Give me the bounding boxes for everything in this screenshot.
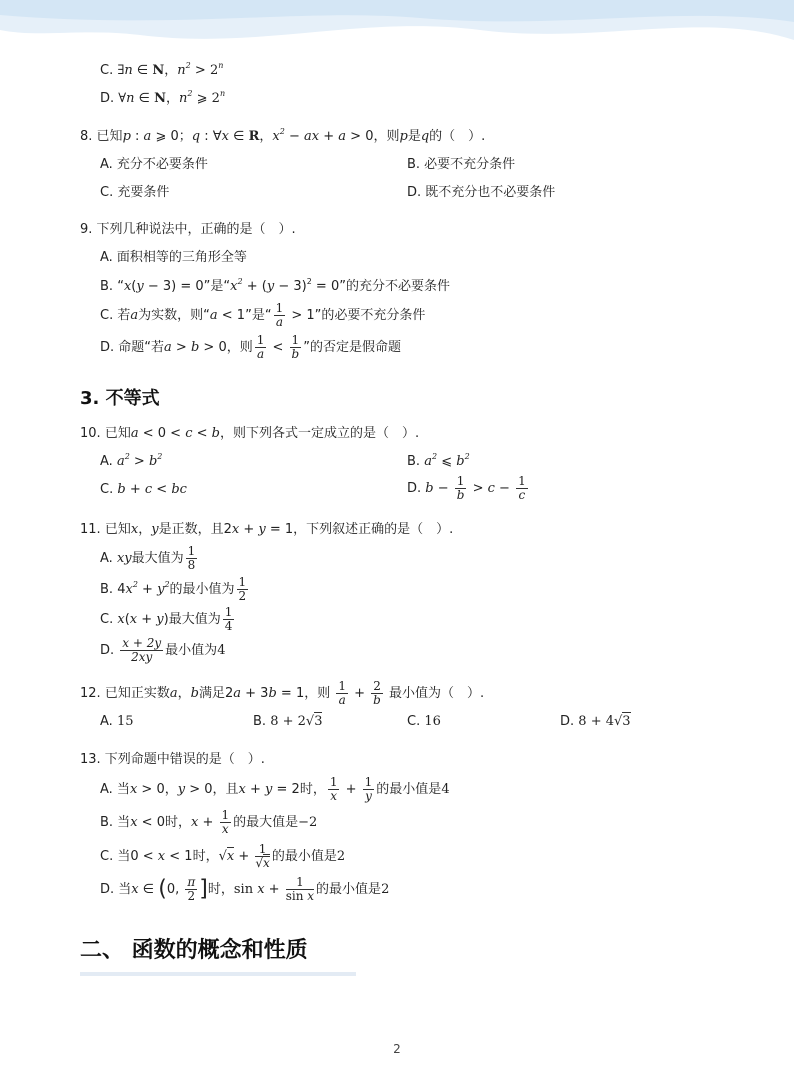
q8-option-a: A. 充分不必要条件 [100, 157, 208, 172]
q10-stem: 10. 已知a < 0 < c < b，则下列各式一定成立的是（ ）. [80, 426, 420, 441]
q10-option-d: D. b − $\frac{1}{b}$ > c − $\frac{1}{c}$ [407, 474, 526, 502]
q13-stem: 13. 下列命题中错误的是（ ）. [80, 752, 265, 767]
q8-option-b: B. 必要不充分条件 [407, 157, 516, 172]
q11-option-a: A. xy最大值为 $\frac{1}{8}$ [100, 544, 196, 572]
q9-option-c: C. 若a为实数，则“a < 1”是“ $\frac{1}{a}$ > 1”的必要不充分条件 [100, 301, 426, 329]
q12-stem: 12. 已知正实数a，b满足2a + 3b = 1，则 $\frac{1}{a}$ + $\frac{2}{b}$ 最小值为（ ）. [80, 679, 485, 707]
q10-option-a: A. $a^2 > b^2$ [100, 452, 163, 469]
q11-option-c: C. x(x + y)最大值为 $\frac{1}{4}$ [100, 605, 233, 633]
q9-option-b: B. “x(y − 3) = 0”是“$x^2 + (y - 3)^2 = 0$”的充分不必要条件 [100, 277, 450, 294]
section-title: 3. 不等式 [80, 388, 160, 409]
chapter-underline [80, 972, 356, 976]
q12-option-d: D. 8 + 4√3 [560, 714, 631, 729]
q11-option-d: D. $\frac{x + 2y}{2xy}$ 最小值为4 [100, 636, 226, 664]
q13-option-a: A. 当x > 0，y > 0，且x + y = 2时， $\frac{1}{x}$ + $\frac{1}{y}$ 的最小值是4 [100, 775, 450, 803]
q13-option-b: B. 当x < 0时，x + $\frac{1}{x}$ 的最大值是−2 [100, 808, 318, 836]
chapter-title: 二、 函数的概念和性质 [80, 938, 308, 963]
q12-option-b: B. 8 + 2√3 [253, 714, 323, 729]
q13-option-c: C. 当0 < x < 1时，√x + $\frac{1}{√x}$ 的最小值是2 [100, 842, 346, 870]
q12-option-a: A. 15 [100, 714, 134, 729]
q8-option-d: D. 既不充分也不必要条件 [407, 185, 556, 200]
q7-option-d: D. ∀n ∈ N，$n^2$ ⩾ 2$^n$ [100, 89, 226, 106]
q9-option-a: A. 面积相等的三角形全等 [100, 250, 247, 265]
page-number: 2 [393, 1042, 401, 1056]
q7-option-c: C. ∃n ∈ N，$n^2 > 2^n$ [100, 61, 224, 78]
q11-option-b: B. $4x^2 + y^2$的最小值为 $\frac{1}{2}$ [100, 575, 247, 603]
header-wave-decoration [0, 0, 794, 55]
q8-stem: 8. 已知p : a ⩾ 0；q : ∀x ∈ R，$x^2$ − ax + a > 0，则p是q的（ ）. [80, 127, 486, 144]
q9-stem: 9. 下列几种说法中，正确的是（ ）. [80, 222, 296, 237]
q11-stem: 11. 已知x，y是正数，且2x + y = 1，下列叙述正确的是（ ）. [80, 522, 454, 537]
q8-option-c: C. 充要条件 [100, 185, 170, 200]
q9-option-d: D. 命题“若a > b > 0，则 $\frac{1}{a}$ < $\frac{1}{b}$ ”的否定是假命题 [100, 333, 401, 361]
q10-option-c: C. b + c < bc [100, 482, 187, 497]
q12-option-c: C. 16 [407, 714, 441, 729]
q10-option-b: B. $a^2$ ⩽ $b^2$ [407, 452, 470, 469]
q13-option-d: D. 当x ∈ (0, $\frac{\pi}{2}$ ]时，sin x + $\frac{1}{\text{sin x}}$ 的最小值是2 [100, 875, 390, 903]
